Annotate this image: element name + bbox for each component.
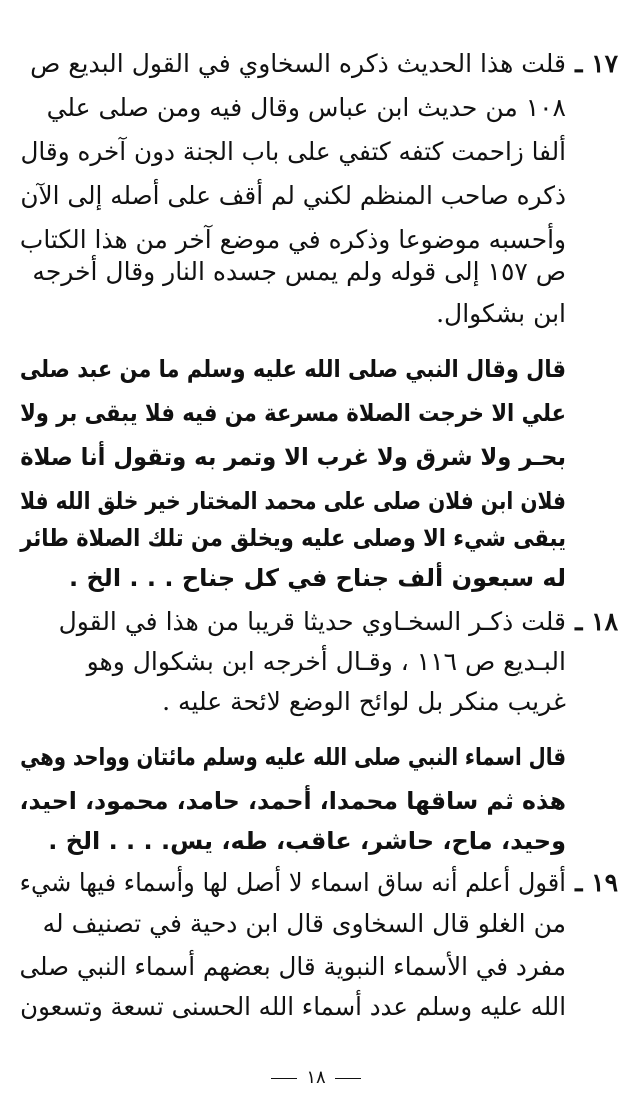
entry-17-line-4: ذكره صاحب المنظم لكني لم أقف على أصله إلى الآن xyxy=(20,181,567,210)
entry-17-line-3: ألفا زاحمت كتفه كتفي على باب الجنة دون آخره وقال xyxy=(20,137,566,166)
entry-18-line-1: قلت ذكـر السخـاوي حديثا قريبا من هذا في القول xyxy=(58,607,566,636)
entry-17-line-5: وأحسبه موضوعا وذكره في موضع آخر من هذا الكتاب xyxy=(19,225,566,254)
entry-19-line-2: من الغلو قال السخاوى قال ابن دحية في تصنيف له xyxy=(42,909,566,938)
entry-19-line-3: مفرد في الأسماء النبوية قال بعضهم أسماء النبي صلى xyxy=(19,952,566,981)
entry-19-line-4: الله عليه وسلم عدد أسماء الله الحسنى تسعة وتسعون xyxy=(20,992,566,1021)
quote-1-line-1: قال وقال النبي صلى الله عليه وسلم ما من عبد صلى xyxy=(19,355,566,383)
quote-2-line-2: هذه ثم ساقها محمدا، أحمد، حامد، محمود، احيد، xyxy=(19,787,566,815)
quote-1-line-3: بحـر ولا شرق ولا غرب الا وتمر به وتقول أنا صلاة xyxy=(20,443,567,471)
quote-2-line-1: قال اسماء النبي صلى الله عليه وسلم مائتان وواحد وهي xyxy=(20,743,567,771)
entry-17-line-7: ابن بشكوال. xyxy=(436,299,566,328)
folio-right-rule xyxy=(335,1078,361,1079)
entry-number-17: ١٧ ـ xyxy=(575,49,618,78)
entry-17-line-6: ص ١٥٧ إلى قوله ولم يمس جسده النار وقال أخرجه xyxy=(32,257,566,286)
entry-17-line-1: قلت هذا الحديث ذكره السخاوي في القول البديع ص xyxy=(30,49,566,78)
quote-1-line-2: علي الا خرجت الصلاة مسرعة من فيه فلا يبقى بر ولا xyxy=(20,399,567,427)
quote-1-line-4: فلان ابن فلان صلى على محمد المختار خير خلق الله فلا xyxy=(20,487,567,515)
entry-19-line-1: أقول أعلم أنه ساق اسماء لا أصل لها وأسماء فيها شيء xyxy=(19,868,566,897)
quote-1-line-5: يبقى شيء الا وصلى عليه ويخلق من تلك الصلاة طائر xyxy=(20,524,566,552)
entry-number-18: ١٨ ـ xyxy=(575,607,618,636)
entry-18-line-3: غريب منكر بل لوائح الوضع لائحة عليه . xyxy=(162,687,566,716)
entry-17-line-2: ١٠٨ من حديث ابن عباس وقال فيه ومن صلى علي xyxy=(46,93,566,122)
page-number: ١٨ xyxy=(306,1067,326,1088)
page-number-folio xyxy=(0,1066,632,1090)
quote-1-line-6: له سبعون ألف جناح في كل جناح . . . الخ . xyxy=(69,564,566,592)
folio-left-rule xyxy=(271,1078,297,1079)
quote-2-line-3: وحيد، ماح، حاشر، عاقب، طه، يس. . . . الخ . xyxy=(48,827,566,855)
entry-18-line-2: البـديع ص ١١٦ ، وقـال أخرجه ابن بشكوال وهو xyxy=(86,647,566,676)
entry-number-19: ١٩ ـ xyxy=(575,868,618,897)
